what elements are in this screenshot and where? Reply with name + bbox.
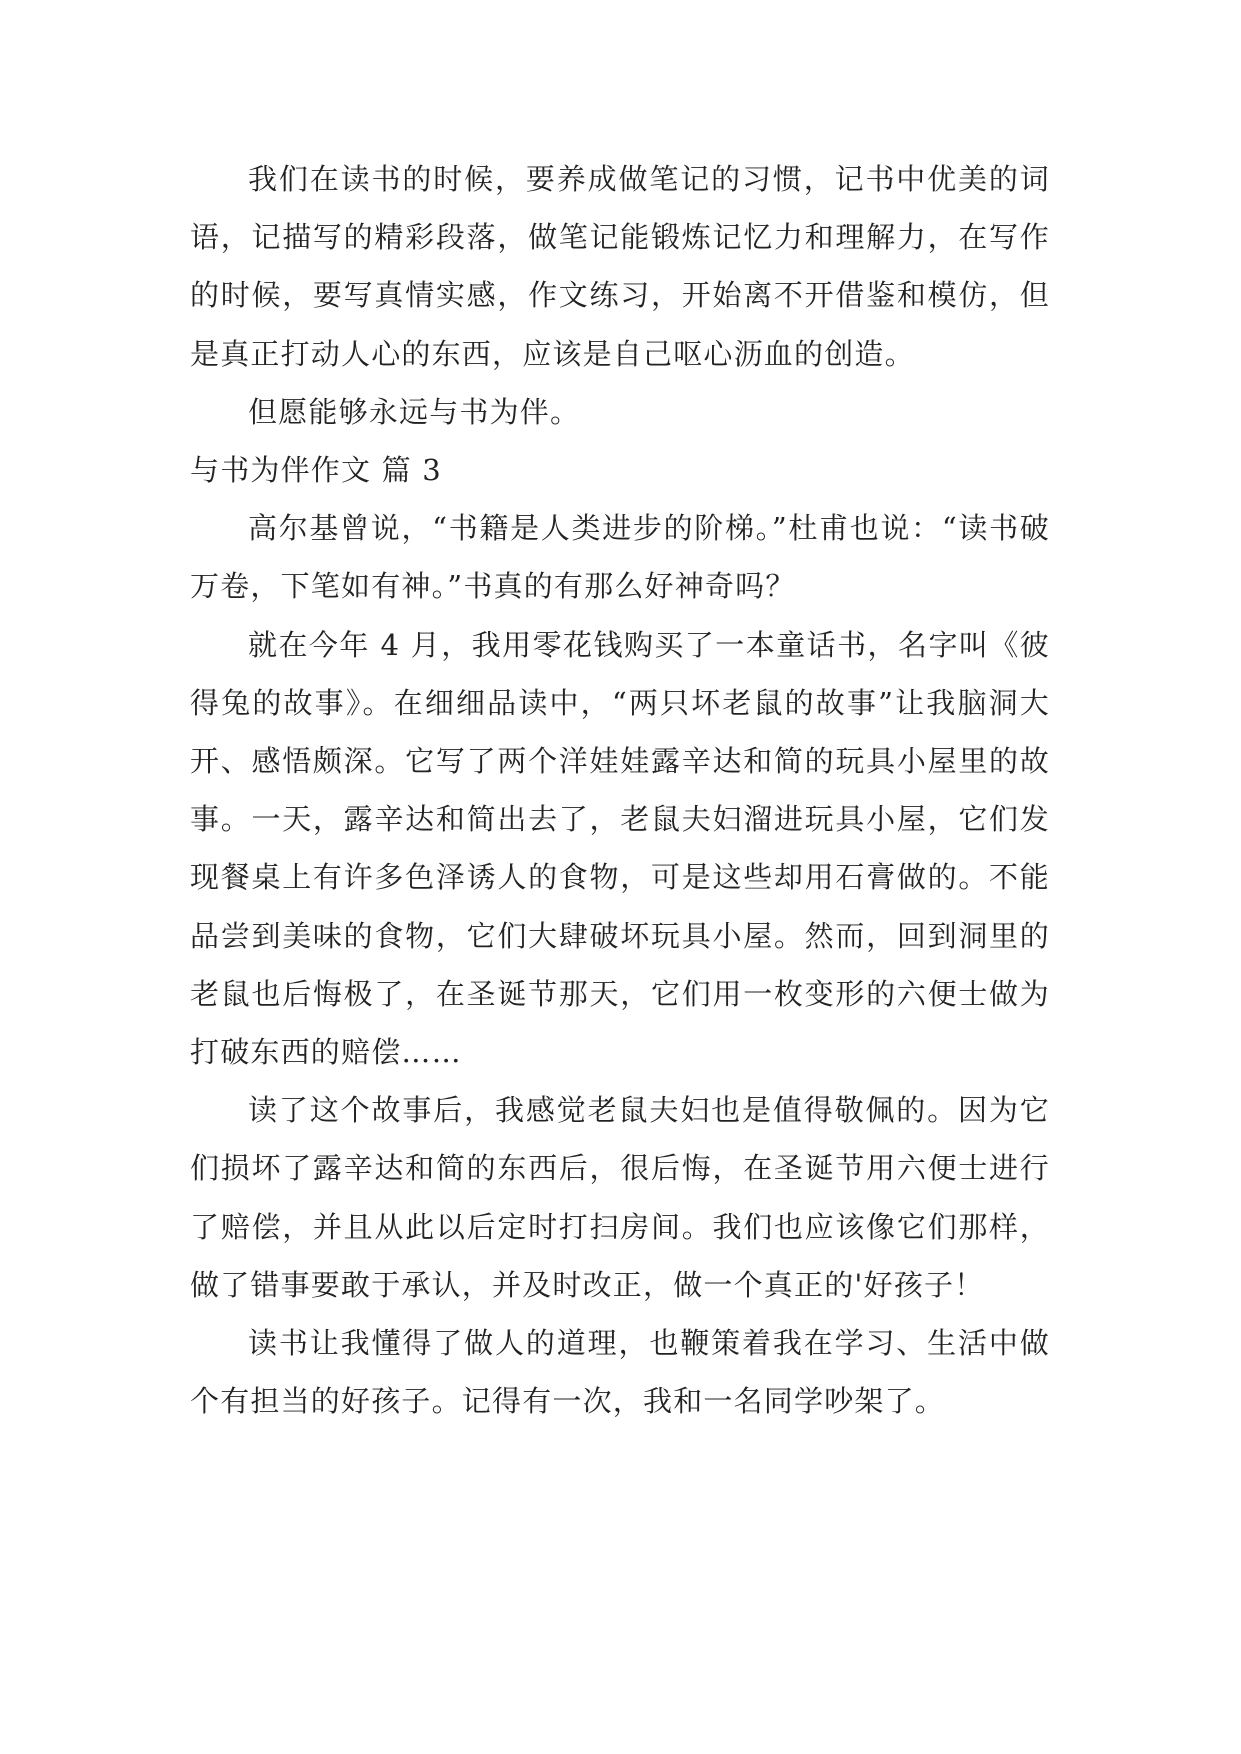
paragraph-story: 就在今年 4 月，我用零花钱购买了一本童话书，名字叫《彼得兔的故事》。在细细品读中，“两只坏老鼠的故事”让我脑洞大开、感悟颇深。它写了两个洋娃娃露辛达和简的玩具小屋里的故事。一天，露辛达和简出去了，老鼠夫妇溜进玩具小屋，它们发现餐桌上有许多色泽诱人的食物，可是这些却用石膏做的。不能品尝到美味的食物，它们大肆破坏玩具小屋。然而，回到洞里的老鼠也后悔极了，在圣诞节那天，它们用一枚变形的六便士做为打破东西的赔偿…… xyxy=(190,627,1050,1070)
paragraph-reflection: 读了这个故事后，我感觉老鼠夫妇也是值得敬佩的。因为它们损坏了露辛达和简的东西后，很后悔，在圣诞节用六便士进行了赔偿，并且从此以后定时打扫房间。我们也应该像它们那样，做了错事要敢于承认，并及时改正，做一个真正的'好孩子！ xyxy=(190,1093,1050,1302)
paragraph-quotes: 高尔基曾说，“书籍是人类进步的阶梯。”杜甫也说：“读书破万卷，下笔如有神。”书真的有那么好神奇吗？ xyxy=(190,511,1050,604)
paragraph-note-taking: 我们在读书的时候，要养成做笔记的习惯，记书中优美的词语，记描写的精彩段落，做笔记能锻炼记忆力和理解力，在写作的时候，要写真情实感，作文练习，开始离不开借鉴和模仿，但是真正打动人心的东西，应该是自己呕心沥血的创造。 xyxy=(190,162,1050,371)
paragraph-wish: 但愿能够永远与书为伴。 xyxy=(248,394,581,429)
section-title: 与书为伴作文 篇 3 xyxy=(190,453,442,488)
document-body xyxy=(190,150,1050,1430)
paragraph-lesson: 读书让我懂得了做人的道理，也鞭策着我在学习、生活中做个有担当的好孩子。记得有一次，我和一名同学吵架了。 xyxy=(190,1326,1050,1419)
